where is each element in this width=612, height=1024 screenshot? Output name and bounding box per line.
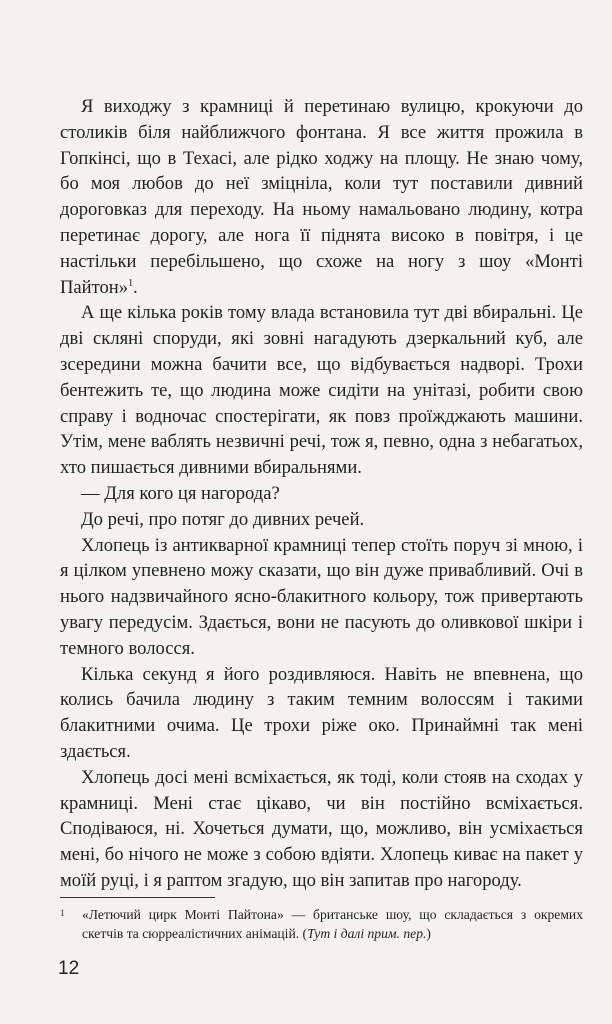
paragraph: До речі, про потяг до дивних речей.	[81, 508, 365, 530]
footnote-close: )	[426, 926, 431, 941]
paragraph-text: Я виходжу з крамниці й перетинаю вулицю, крокуючи до столиків біля найближчого фонтана. Я все життя прожила в Гопкінсі, що в Техасі, але рідко ходжу на площу. Не знаю чому, бо моя любов до неї зміцніла, коли тут поставили дивний дороговказ для переходу. На ньому намальовано людину, котра перетинає дорогу, але нога її піднята високо в повітря, і це настільки перебільшено, що схоже на ногу з шоу «Монті Пайтон»	[60, 96, 583, 298]
paragraph: Хлопець із антикварної крамниці тепер стоїть поруч зі мною, і я цілком упевнено можу сказати, що він дуже привабливий. Очі в нього надзвичайного ясно-блакитного кольору, тож привертають увагу передусім. Здається, вони не пасують до оливкової шкіри і темного волосся.	[60, 534, 583, 659]
page-number: 12	[58, 958, 80, 979]
footnote-body: «Летючий цирк Монті Пайтона» — британське шоу, що складається з окремих скетчів та сюрреалістичних анімацій. (	[82, 907, 583, 941]
paragraph: Я виходжу з крамниці й перетинаю вулицю, крокуючи до столиків біля найближчого фонтана. Я все життя прожила в Гопкінсі, що в Техасі, але рідко ходжу на площу. Не знаю чому, бо моя любов до неї зміцніла, коли тут поставили дивний дороговказ для переходу. На ньому намальовано людину, котра перетинає дорогу, але нога її піднята високо в повітря, і це настільки перебільшено, що схоже на ногу з шоу «Монті Пайтон»$^1$.	[60, 96, 583, 298]
footnote-text	[82, 905, 583, 943]
paragraph: Кілька секунд я його роздивляюся. Навіть не впевнена, що колись бачила людину з таким темним волоссям і такими блакитними очима. Це трохи ріже око. Принаймні так мені здається.	[60, 663, 583, 762]
footnote-divider	[60, 897, 215, 898]
dialogue-line: — Для кого ця нагорода?	[81, 482, 280, 504]
footnote-mark: 1	[60, 908, 65, 918]
footnote-reference[interactable]: 1	[128, 277, 134, 289]
footnote	[60, 905, 583, 943]
paragraph: А ще кілька років тому влада встановила тут дві вбиральні. Це дві скляні споруди, які зовні нагадують дзеркальний куб, але зсередини можна бачити все, що відбувається надворі. Трохи бентежить те, що людина може сидіти на унітазі, робити свою справу і водночас спостерігати, як повз проїжджають машини. Утім, мене ваблять незвичні речі, тож я, певно, одна з небагатьох, хто пишається дивними вбиральнями.	[60, 302, 583, 479]
paragraph: Хлопець досі мені всміхається, як тоді, коли стояв на сходах у крамниці. Мені стає цікаво, чи він постійно всміхається. Сподіваюся, ні. Хочеться думати, що, можливо, він усміхається мені, бо нічого не може з собою вдіяти. Хлопець киває на пакет у моїй руці, і я раптом згадую, що він запитав про нагороду.	[60, 766, 583, 891]
translator-note: Тут і далі прим. пер.	[307, 926, 427, 941]
main-text	[60, 94, 583, 894]
